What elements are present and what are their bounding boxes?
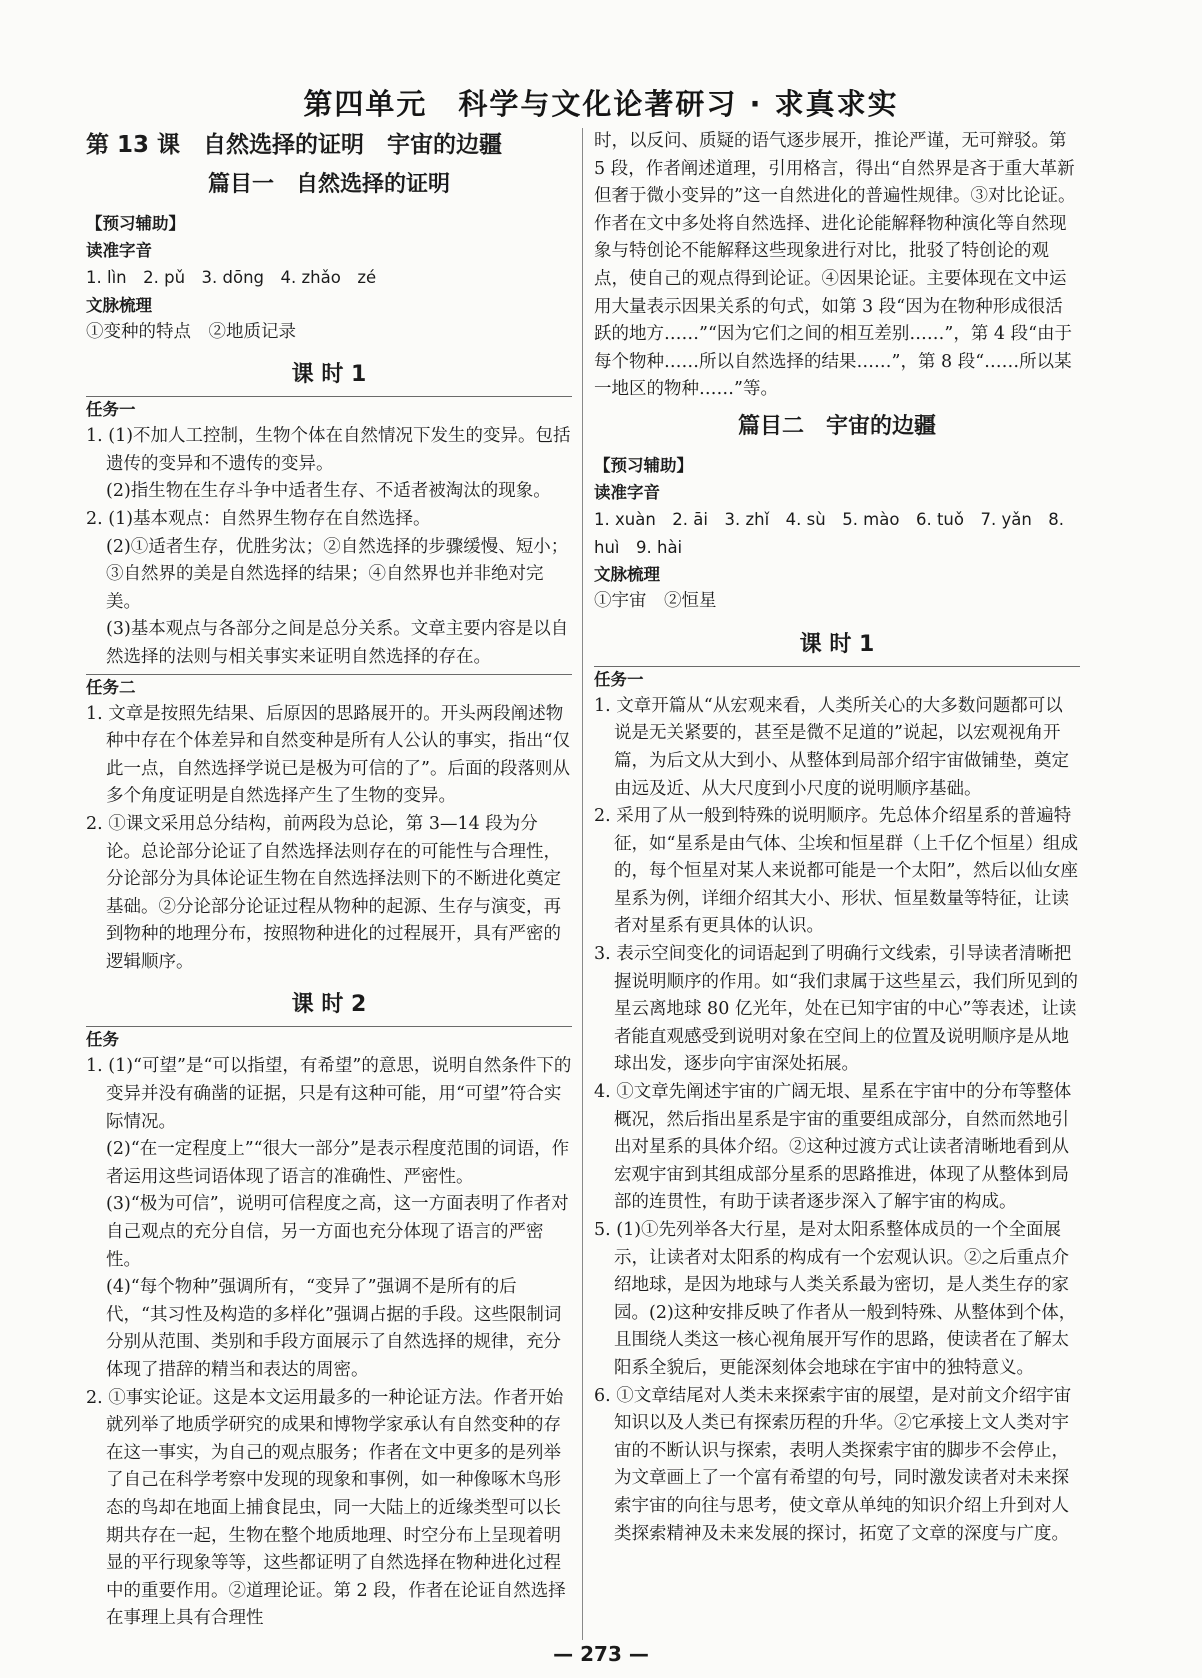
task-heading-4: 任务一: [594, 666, 1080, 693]
article-title-2: 篇目二 宇宙的边疆: [737, 413, 936, 439]
task-heading-1: 任务一: [86, 396, 572, 423]
period-heading-2: 课 时 2: [291, 992, 367, 1018]
answer-r-1: 1. 文章开篇从“从宏观来看，人类所关心的大多数问题都可以说是无关紧要的，甚至是微不足道的”说起，以宏观视角开篇，为后文从大到小、从整体到局部介绍宇宙做铺垫，奠定由远及近、从大尺度到小尺度的说明顺序基础。: [594, 695, 1069, 799]
answer-r-4: 4. ①文章先阐述宇宙的广阔无垠、星系在宇宙中的分布等整体概况，然后指出星系是宇宙的重要组成部分，自然而然地引出对星系的具体介绍。②这种过渡方式让读者清晰地看到从宏观宇宙到其组成部分星系的思路推进，体现了从整体到局部的连贯性，有助于读者逐步深入了解宇宙的构成。: [594, 1082, 1072, 1213]
answer-t3-1d: (4)“每个物种”强调所有，“变异了”强调不是所有的后代，“其习性及构造的多样化”强调占据的手段。这些限制词分别从范围、类别和手段方面展示了自然选择的规律，充分体现了措辞的精当和表达的周密。: [106, 1277, 562, 1380]
preview-heading: 【预习辅助】: [86, 214, 185, 233]
answer-t3-1b: (2)“在一定程度上”“很大一部分”是表示程度范围的词语，作者运用这些词语体现了语言的准确性、严密性。: [106, 1139, 570, 1187]
lesson-title: 第 13 课 自然选择的证明 宇宙的边疆: [86, 132, 503, 158]
answer-t2-2: 2. ①课文采用总分结构，前两段为总论，第 3—14 段为分论。总论部分论证了自然选择法则存在的可能性与合理性，分论部分为具体论证生物在自然选择法则下的不断进化奠定基础。②分论部分论证过程从物种的起源、生存与演变，再到物种的地理分布，按照物种进化的过程展开，具有严密的逻辑顺序。: [86, 813, 561, 972]
answer-2-2: (2)①适者生存，优胜劣汰；②自然选择的步骤缓慢、短小；③自然界的美是自然选择的结果；④自然界也并非绝对完美。: [106, 536, 569, 612]
answer-1-2: (2)指生物在生存斗争中适者生存、不适者被淘汰的现象。: [106, 481, 551, 502]
answer-r-6: 6. ①文章结尾对人类未来探索宇宙的展望，是对前文介绍宇宙知识以及人类已有探索历程的升华。②它承接上文人类对宇宙的不断认识与探索，表明人类探索宇宙的脚步不会停止，为文章画上了一个富有希望的句号，同时激发读者对未来探索宇宙的向往与思考，使文章从单纯的知识介绍上升到对人类探索精神及未来发展的探讨，拓宽了文章的深度与广度。: [594, 1385, 1072, 1544]
task-heading-3: 任务: [86, 1026, 572, 1053]
period-heading-3: 课 时 1: [799, 631, 875, 657]
answer-2-3: (3)基本观点与各部分之间是总分关系。文章主要内容是以自然选择的法则与相关事实来证明自然选择的存在。: [106, 619, 569, 667]
context-answers-2: ①宇宙 ②恒星: [594, 591, 717, 612]
pronunciation-heading-2: 读准字音: [594, 482, 660, 502]
pronunciation-answers: 1. lìn 2. pǔ 3. dōng 4. zhǎo zé: [86, 268, 377, 287]
preview-heading-2: 【预习辅助】: [594, 455, 693, 475]
left-column: [86, 128, 572, 1633]
right-column: [594, 128, 1080, 1548]
context-heading: 文脉梳理: [86, 295, 152, 315]
pronunciation-heading: 读准字音: [86, 241, 152, 260]
context-heading-2: 文脉梳理: [594, 565, 660, 585]
answer-t2-1: 1. 文章是按照先结果、后原因的思路展开的。开头两段阐述物种中存在个体差异和自然变种是所有人公认的事实，指出“仅此一点，自然选择学说已是极为可信的了”。后面的段落则从多个角度证明是自然选择产生了生物的变异。: [86, 703, 570, 807]
answer-2-1: 2. (1)基本观点：自然界生物存在自然选择。: [86, 508, 431, 529]
column-divider: [582, 128, 583, 1640]
answer-r-2: 2. 采用了从一般到特殊的说明顺序。先总体介绍星系的普遍特征，如“星系是由气体、尘埃和恒星群（上千亿个恒星）组成的，每个恒星对某人来说都可能是一个太阳”，然后以仙女座星系为例，详细介绍其大小、形状、恒星数量等特征，让读者对星系有更具体的认识。: [594, 806, 1078, 937]
task-heading-2: 任务二: [86, 674, 572, 701]
article-title-1: 篇目一 自然选择的证明: [207, 172, 450, 197]
answer-t3-2: 2. ①事实论证。这是本文运用最多的一种论证方法。作者开始就列举了地质学研究的成果和博物学家承认有自然变种的存在这一事实，为自己的观点服务；作者在文中更多的是列举了自己在科学考察中发现的现象和事例，如一种像啄木鸟形态的鸟却在地面上捕食昆虫，同一大陆上的近缘类型可以长期共存在一起，生物在整个地质地理、时空分布上呈现着明显的平行现象等等，这些都证明了自然选择在物种进化过程中的重要作用。②道理论证。第 2 段，作者在论证自然选择在事理上具有合理性: [86, 1387, 566, 1629]
answer-t3-2-continued: 时，以反问、质疑的语气逐步展开，推论严谨，无可辩驳。第 5 段，作者阐述道理，引用格言，得出“自然界是吝于重大革新但奢于微小变异的”这一自然进化的普遍性规律。③对比论证。作者在文中多处将自然选择、进化论能解释物种演化等自然现象与特创论不能解释这些现象进行对比，批驳了特创论的观点，使自己的观点得到论证。④因果论证。主要体现在文中运用大量表示因果关系的句式，如第 3 段“因为在物种形成很活跃的地方……”“因为它们之间的相互差别……”，第 4 段“由于每个物种……所以自然选择的结果……”，第 8 段“……所以某一地区的物种……”等。: [594, 131, 1076, 400]
context-answers: ①变种的特点 ②地质记录: [86, 321, 296, 342]
answer-t3-1c: (3)“极为可信”，说明可信程度之高，这一方面表明了作者对自己观点的充分自信，另一方面也充分体现了语言的严密性。: [106, 1194, 569, 1270]
answer-1-1: 1. (1)不加人工控制，生物个体在自然情况下发生的变异。包括遗传的变异和不遗传的变异。: [86, 426, 571, 474]
answer-r-3: 3. 表示空间变化的词语起到了明确行文线索，引导读者清晰把握说明顺序的作用。如“我们隶属于这些星云，我们所见到的星云离地球 80 亿光年，处在已知宇宙的中心”等表述，让读者能直观感受到说明对象在空间上的位置及说明顺序是从地球出发，逐步向宇宙深处拓展。: [594, 944, 1078, 1075]
answer-r-5: 5. (1)①先列举各大行星，是对太阳系整体成员的一个全面展示，让读者对太阳系的构成有一个宏观认识。②之后重点介绍地球，是因为地球与人类关系最为密切，是人类生存的家园。(2)这种安排反映了作者从一般到特殊、从整体到个体，且围绕人类这一核心视角展开写作的思路，使读者在了解太阳系全貌后，更能深刻体会地球在宇宙中的独特意义。: [594, 1220, 1077, 1378]
unit-title: 第四单元 科学与文化论著研习 · 求真求实: [303, 87, 899, 121]
answer-t3-1a: 1. (1)“可望”是“可以指望，有希望”的意思，说明自然条件下的变异并没有确凿的证据，只是有这种可能，用“可望”符合实际情况。: [86, 1056, 572, 1132]
period-heading-1: 课 时 1: [291, 362, 367, 388]
pronunciation-answers-2: 1. xuàn 2. āi 3. zhǐ 4. sù 5. mào 6. tuǒ 7. yǎn 8. huì 9. hài: [594, 509, 1065, 557]
page-number: — 273 —: [553, 1642, 649, 1666]
